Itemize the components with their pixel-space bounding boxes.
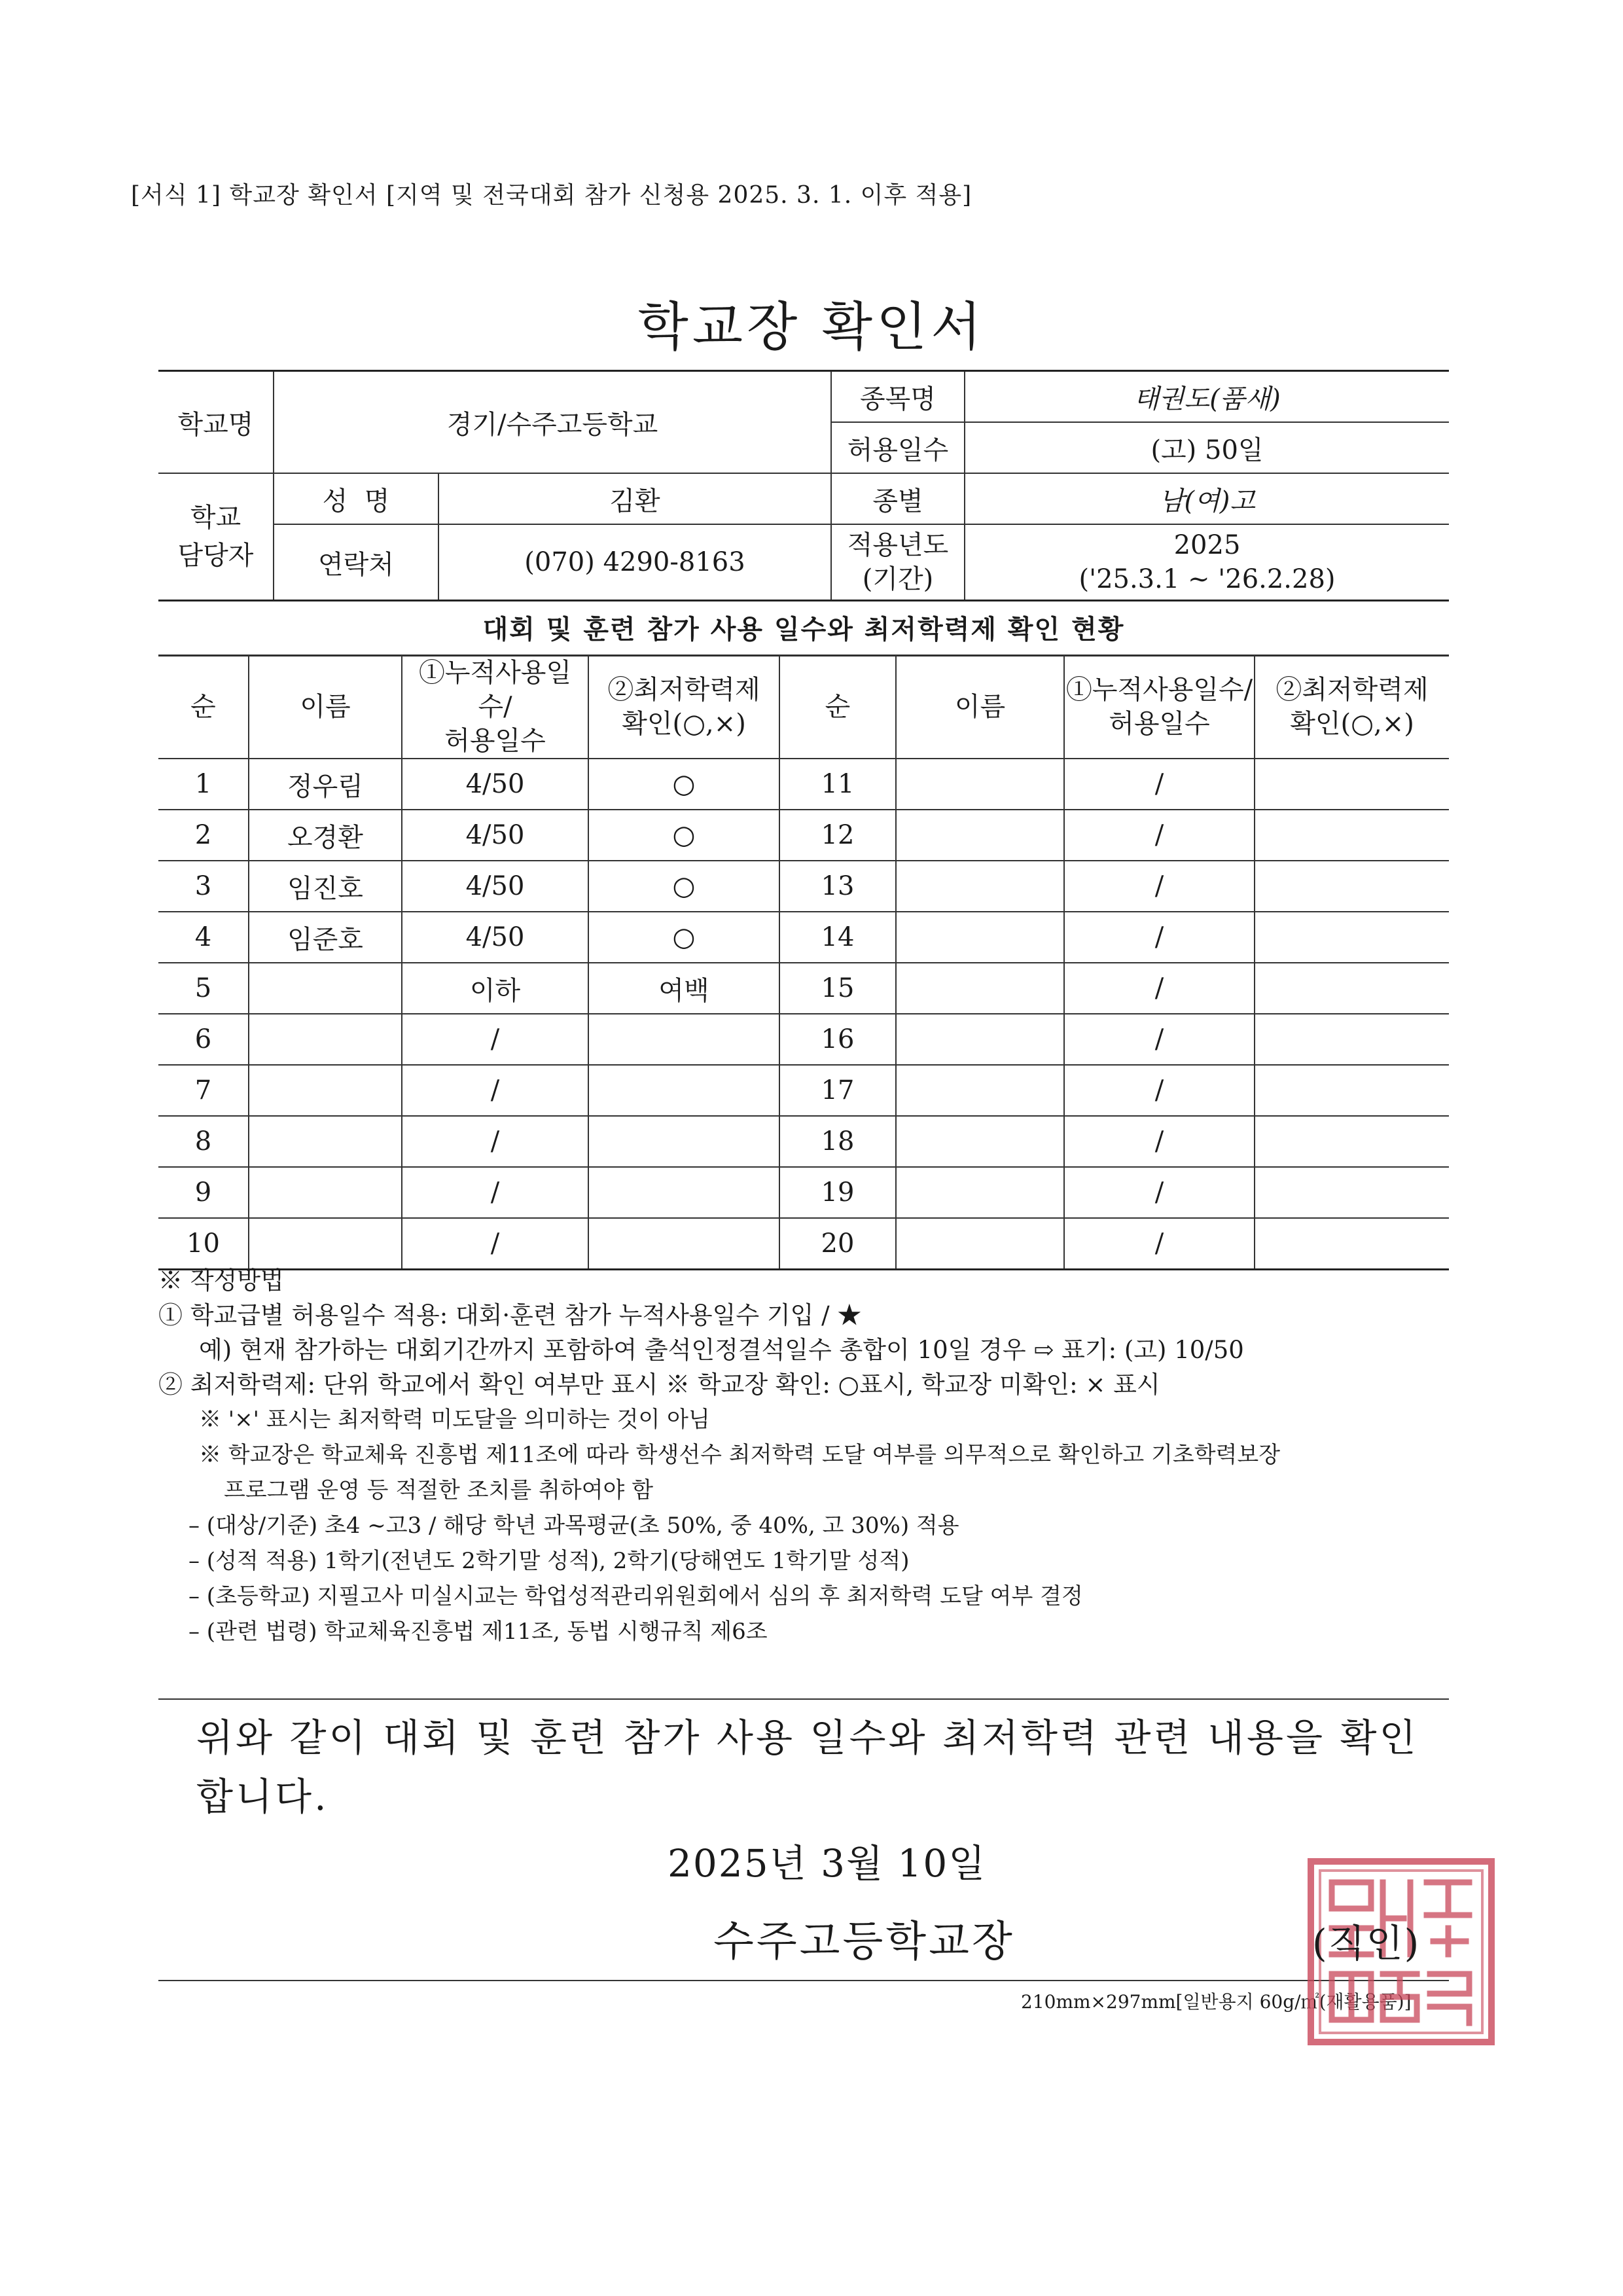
row-days: /	[402, 1014, 588, 1065]
note-2: ② 최저학력제: 단위 학교에서 확인 여부만 표시 ※ 학교장 확인: ○표시, 학교장 미확인: × 표시	[158, 1371, 1160, 1399]
table-row	[158, 1218, 1449, 1270]
notes-heading: ※ 작성방법	[158, 1266, 284, 1295]
year-cell	[965, 524, 1449, 601]
detail-3: – (초등학교) 지필고사 미실시교는 학업성적관리위원회에서 심의 후 최저학력 도달 여부 결정	[188, 1583, 1083, 1609]
row-no: 6	[158, 1014, 249, 1065]
row-check: ○	[588, 861, 779, 912]
row-no: 15	[779, 963, 896, 1014]
table-row	[158, 912, 1449, 963]
table-row	[158, 1014, 1449, 1065]
table-row	[158, 1116, 1449, 1167]
participation-table	[158, 655, 1449, 1270]
manager-label: 학교 담당자	[158, 473, 274, 601]
allowed-days-value: (고) 50일	[965, 422, 1449, 473]
row-check	[588, 1065, 779, 1116]
table-row	[158, 861, 1449, 912]
row-no: 12	[779, 810, 896, 861]
row-no: 8	[158, 1116, 249, 1167]
row-no: 18	[779, 1116, 896, 1167]
row-name: 임준호	[249, 912, 402, 963]
row-no: 9	[158, 1167, 249, 1218]
row-days: 4/50	[402, 810, 588, 861]
col-header-no: 순	[158, 655, 249, 759]
divider-top	[158, 1698, 1449, 1700]
form-label: [서식 1] 학교장 확인서 [지역 및 전국대회 참가 신청용 2025. 3. 1. 이후 적용]	[131, 182, 972, 209]
divider-bottom	[158, 1980, 1449, 1981]
row-check	[1255, 963, 1449, 1014]
allowed-days-label: 허용일수	[831, 422, 965, 473]
event-value: 태권도(품새)	[965, 371, 1449, 423]
row-no: 13	[779, 861, 896, 912]
row-name	[896, 1065, 1064, 1116]
row-check	[588, 1116, 779, 1167]
table-row	[158, 759, 1449, 810]
row-check	[1255, 1116, 1449, 1167]
principal-title: 수주고등학교장	[713, 1918, 1015, 1966]
row-days: /	[1064, 912, 1255, 963]
col-header-no: 순	[779, 655, 896, 759]
row-check: ○	[588, 912, 779, 963]
row-name	[896, 963, 1064, 1014]
row-no: 10	[158, 1218, 249, 1270]
row-check	[588, 1014, 779, 1065]
row-check	[1255, 1014, 1449, 1065]
table-row	[158, 963, 1449, 1014]
table-row	[158, 1065, 1449, 1116]
row-check	[1255, 861, 1449, 912]
row-no: 17	[779, 1065, 896, 1116]
col-header-name: 이름	[896, 655, 1064, 759]
row-name	[249, 1116, 402, 1167]
paper-spec: 210mm×297mm[일반용지 60g/㎡(재활용품)]	[1021, 1991, 1412, 2013]
row-check	[1255, 1065, 1449, 1116]
col-header-days: ①누적사용일수/ 허용일수	[1064, 655, 1255, 759]
event-label: 종목명	[831, 371, 965, 423]
row-name	[896, 810, 1064, 861]
row-name	[249, 1014, 402, 1065]
note-2-b-cont: 프로그램 운영 등 적절한 조치를 취하여야 함	[224, 1477, 654, 1503]
row-name	[249, 1065, 402, 1116]
contact-label: 연락처	[274, 524, 438, 601]
row-days: /	[402, 1065, 588, 1116]
note-2-b: ※ 학교장은 학교체육 진흥법 제11조에 따라 학생선수 최저학력 도달 여부를 의무적으로 확인하고 기초학력보장	[199, 1442, 1281, 1468]
row-name	[896, 1014, 1064, 1065]
row-days: /	[402, 1116, 588, 1167]
row-name	[896, 912, 1064, 963]
col-header-days: ①누적사용일수/ 허용일수	[402, 655, 588, 759]
row-no: 1	[158, 759, 249, 810]
row-check	[588, 1167, 779, 1218]
row-check	[1255, 1167, 1449, 1218]
row-days: /	[1064, 810, 1255, 861]
school-name-label: 학교명	[158, 371, 274, 474]
row-no: 20	[779, 1218, 896, 1270]
detail-4: – (관련 법령) 학교체육진흥법 제11조, 동법 시행규칙 제6조	[188, 1619, 768, 1645]
row-name	[249, 1167, 402, 1218]
row-name	[896, 1218, 1064, 1270]
row-check	[1255, 912, 1449, 963]
period-value: ('25.3.1 ~ '26.2.28)	[1079, 564, 1336, 594]
row-no: 7	[158, 1065, 249, 1116]
row-days: /	[1064, 1014, 1255, 1065]
table-row	[158, 810, 1449, 861]
row-days: /	[1064, 1065, 1255, 1116]
row-no: 3	[158, 861, 249, 912]
row-name: 임진호	[249, 861, 402, 912]
row-name	[249, 1218, 402, 1270]
year-label: 적용년도 (기간)	[831, 524, 965, 601]
name-label: 성 명	[274, 473, 438, 524]
row-no: 4	[158, 912, 249, 963]
note-1: ① 학교급별 허용일수 적용: 대회·훈련 참가 누적사용일수 기입 / ★	[158, 1301, 862, 1329]
row-days: 4/50	[402, 861, 588, 912]
page-title: 학교장 확인서	[637, 296, 986, 357]
row-name	[896, 861, 1064, 912]
row-days: /	[1064, 1218, 1255, 1270]
row-days: /	[1064, 759, 1255, 810]
row-check: 여백	[588, 963, 779, 1014]
row-name: 오경환	[249, 810, 402, 861]
row-check	[1255, 810, 1449, 861]
row-days: /	[1064, 1116, 1255, 1167]
issue-date: 2025년 3월 10일	[668, 1841, 987, 1886]
row-days: /	[1064, 861, 1255, 912]
row-name	[249, 963, 402, 1014]
row-days: 4/50	[402, 759, 588, 810]
row-no: 5	[158, 963, 249, 1014]
gender-value: 남(여)고	[965, 473, 1449, 524]
row-days: /	[1064, 1167, 1255, 1218]
row-name	[896, 1116, 1064, 1167]
detail-1: – (대상/기준) 초4 ~고3 / 해당 학년 과목평균(초 50%, 중 40%, 고 30%) 적용	[188, 1513, 959, 1539]
gender-label: 종별	[831, 473, 965, 524]
col-header-name: 이름	[249, 655, 402, 759]
row-check	[1255, 759, 1449, 810]
confirmation-line-2: 합니다.	[196, 1774, 329, 1819]
school-name: 경기/수주고등학교	[274, 371, 831, 474]
row-no: 2	[158, 810, 249, 861]
section-heading: 대회 및 훈련 참가 사용 일수와 최저학력제 확인 현황	[158, 605, 1449, 656]
year-value: 2025	[1173, 530, 1241, 560]
note-2-a: ※ '×' 표시는 최저학력 미도달을 의미하는 것이 아님	[199, 1407, 710, 1433]
confirmation-line-1: 위와 같이 대회 및 훈련 참가 사용 일수와 최저학력 관련 내용을 확인	[196, 1715, 1419, 1760]
row-days: /	[1064, 963, 1255, 1014]
row-days: /	[402, 1167, 588, 1218]
contact-value: (070) 4290-8163	[438, 524, 831, 601]
row-check	[1255, 1218, 1449, 1270]
row-days: /	[402, 1218, 588, 1270]
seal-label: (직인)	[1312, 1921, 1421, 1965]
row-days: 4/50	[402, 912, 588, 963]
row-check: ○	[588, 759, 779, 810]
note-1-example: 예) 현재 참가하는 대회기간까지 포함하여 출석인정결석일수 총합이 10일 경우 ⇨ 표기: (고) 10/50	[199, 1336, 1244, 1364]
info-table	[158, 370, 1449, 601]
row-check: ○	[588, 810, 779, 861]
row-no: 14	[779, 912, 896, 963]
row-no: 19	[779, 1167, 896, 1218]
row-name	[896, 1167, 1064, 1218]
row-check	[588, 1218, 779, 1270]
row-no: 11	[779, 759, 896, 810]
detail-2: – (성적 적용) 1학기(전년도 2학기말 성적), 2학기(당해연도 1학기말 성적)	[188, 1548, 910, 1574]
col-header-check: ②최저학력제 확인(○,×)	[1255, 655, 1449, 759]
row-name	[896, 759, 1064, 810]
table-row	[158, 1167, 1449, 1218]
confirmation-statement	[196, 1708, 1427, 1826]
row-no: 16	[779, 1014, 896, 1065]
manager-name: 김환	[438, 473, 831, 524]
writing-instructions	[158, 1263, 1461, 1649]
col-header-check: ②최저학력제 확인(○,×)	[588, 655, 779, 759]
row-days: 이하	[402, 963, 588, 1014]
row-name: 정우림	[249, 759, 402, 810]
